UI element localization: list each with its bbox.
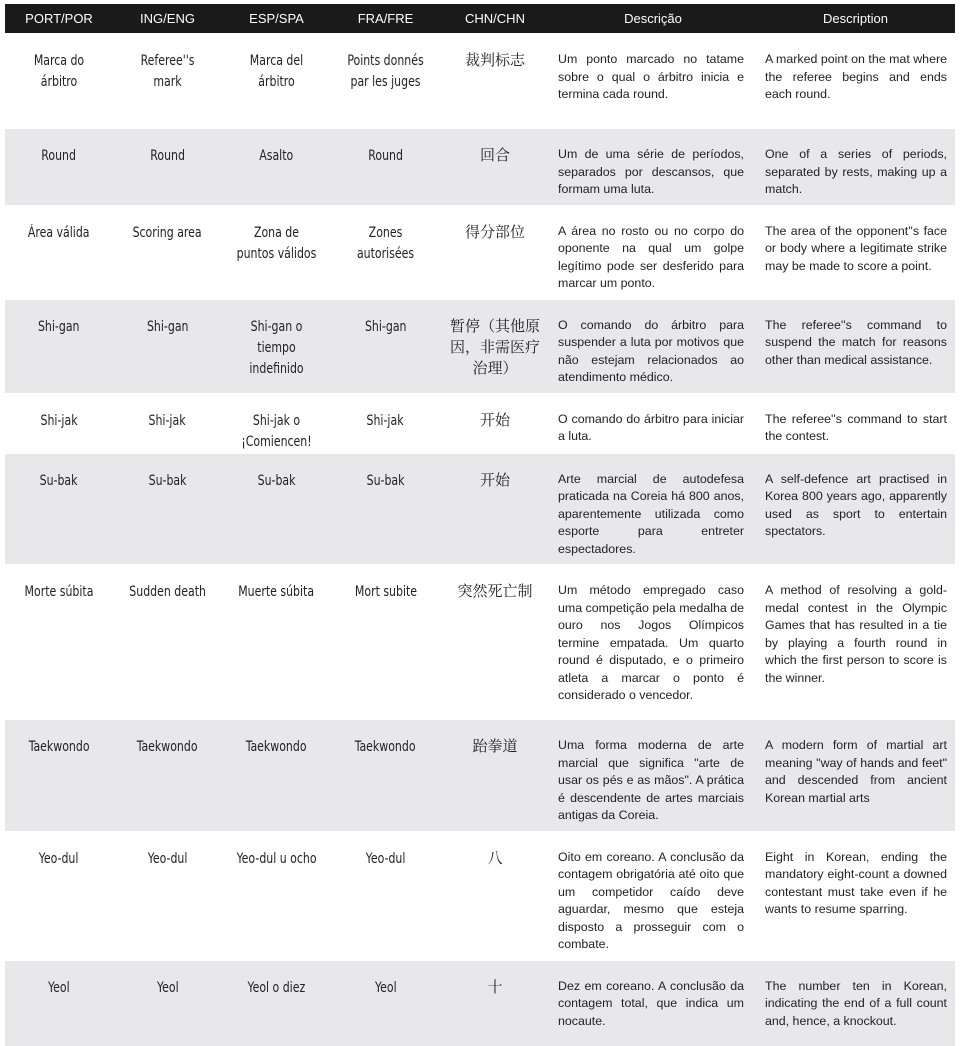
header-eng: ING/ENG: [113, 4, 222, 34]
cell-por: Su-bak: [5, 453, 113, 565]
cell-desc-eng: A modern form of martial art meaning "way of hands and feet" and descended from ancient Korean martial arts: [756, 720, 955, 832]
cell-desc-eng: The number ten in Korean, indicating the end of a full count and, hence, a knockout.: [756, 960, 955, 1046]
cell-eng: Yeo-dul: [113, 831, 222, 960]
table-row: [5, 565, 955, 720]
cell-desc-eng: A self-defence art practised in Korea 800 years ago, apparently used as sport to entertain spectators.: [756, 453, 955, 565]
cell-desc-por: Arte marcial de autodefesa praticada na Coreia há 800 anos, aparentemente utilizada como esporte para entreter espectadores.: [550, 453, 756, 565]
cell-eng: Shi-gan: [113, 299, 222, 393]
glossary-table: [5, 4, 955, 1046]
cell-fre: Yeo-dul: [331, 831, 440, 960]
cell-desc-por: Uma forma moderna de arte marcial que significa "arte de usar os pés e as mãos". A prática é descendente de artes marciais antigas da Coreia.: [550, 720, 756, 832]
cell-chn: 得分部位: [440, 205, 550, 299]
cell-eng: Round: [113, 129, 222, 206]
cell-desc-eng: The referee''s command to suspend the match for reasons other than medical assistance.: [756, 299, 955, 393]
cell-desc-eng: A marked point on the mat where the referee begins and ends each round.: [756, 34, 955, 129]
cell-desc-por: O comando do árbitro para iniciar a luta.: [550, 393, 756, 453]
cell-chn: 暂停（其他原因，非需医疗治理）: [440, 299, 550, 393]
cell-por: Yeol: [5, 960, 113, 1046]
cell-desc-por: O comando do árbitro para suspender a luta por motivos que não estejam relacionados ao atendimento médico.: [550, 299, 756, 393]
header-chn: CHN/CHN: [440, 4, 550, 34]
cell-fre: Points donnés par les juges: [331, 34, 440, 129]
cell-desc-eng: A method of resolving a gold-medal contest in the Olympic Games that has resulted in a tie by playing a fourth round in which the first person to score is the winner.: [756, 565, 955, 720]
table-row: [5, 393, 955, 453]
cell-fre: Su-bak: [331, 453, 440, 565]
cell-desc-por: Dez em coreano. A conclusão da contagem total, que indica um nocaute.: [550, 960, 756, 1046]
cell-fre: Mort subite: [331, 565, 440, 720]
cell-eng: Su-bak: [113, 453, 222, 565]
cell-desc-eng: One of a series of periods, separated by rests, making up a match.: [756, 129, 955, 206]
cell-desc-eng: Eight in Korean, ending the mandatory eight-count a downed contestant must take even if he wants to resume sparring.: [756, 831, 955, 960]
header-fre: FRA/FRE: [331, 4, 440, 34]
cell-por: Round: [5, 129, 113, 206]
cell-desc-por: Um ponto marcado no tatame sobre o qual o árbitro inicia e termina cada round.: [550, 34, 756, 129]
header-desc-eng: Description: [756, 4, 955, 34]
cell-por: Shi-jak: [5, 393, 113, 453]
cell-spa: Shi-jak o ¡Comiencen!: [222, 393, 331, 453]
cell-desc-por: Um de uma série de períodos, separados por descansos, que formam uma luta.: [550, 129, 756, 206]
cell-por: Área válida: [5, 205, 113, 299]
table-row: [5, 453, 955, 565]
cell-spa: Marca del árbitro: [222, 34, 331, 129]
header-por: PORT/POR: [5, 4, 113, 34]
cell-chn: 开始: [440, 453, 550, 565]
cell-desc-eng: The referee''s command to start the contest.: [756, 393, 955, 453]
header-row: [5, 4, 955, 34]
cell-por: Morte súbita: [5, 565, 113, 720]
table-row: [5, 205, 955, 299]
cell-chn: 跆拳道: [440, 720, 550, 832]
cell-fre: Zones autorisées: [331, 205, 440, 299]
table-row: [5, 129, 955, 206]
cell-fre: Yeol: [331, 960, 440, 1046]
cell-desc-eng: The area of the opponent''s face or body where a legitimate strike may be made to score a point.: [756, 205, 955, 299]
cell-spa: Su-bak: [222, 453, 331, 565]
cell-fre: Round: [331, 129, 440, 206]
cell-fre: Shi-jak: [331, 393, 440, 453]
table-row: [5, 720, 955, 832]
cell-chn: 突然死亡制: [440, 565, 550, 720]
cell-chn: 开始: [440, 393, 550, 453]
cell-desc-por: Oito em coreano. A conclusão da contagem obrigatória até oito que um competidor caído deve aguardar, mesmo que esteja disposto a prosseguir com o combate.: [550, 831, 756, 960]
cell-desc-por: Um método empregado caso uma competição pela medalha de ouro nos Jogos Olímpicos termine empatada. Um quarto round é disputado, e o primeiro atleta a marcar o ponto é considerado o vencedor.: [550, 565, 756, 720]
cell-por: Yeo-dul: [5, 831, 113, 960]
cell-spa: Zona de puntos válidos: [222, 205, 331, 299]
header-spa: ESP/SPA: [222, 4, 331, 34]
cell-desc-por: A área no rosto ou no corpo do oponente na qual um golpe legítimo pode ser desferido para marcar um ponto.: [550, 205, 756, 299]
cell-spa: Taekwondo: [222, 720, 331, 832]
cell-eng: Yeol: [113, 960, 222, 1046]
cell-eng: Shi-jak: [113, 393, 222, 453]
cell-chn: 回合: [440, 129, 550, 206]
cell-spa: Yeol o diez: [222, 960, 331, 1046]
cell-por: Marca do árbitro: [5, 34, 113, 129]
cell-eng: Sudden death: [113, 565, 222, 720]
cell-eng: Taekwondo: [113, 720, 222, 832]
cell-por: Shi-gan: [5, 299, 113, 393]
cell-fre: Shi-gan: [331, 299, 440, 393]
cell-por: Taekwondo: [5, 720, 113, 832]
cell-eng: Referee''s mark: [113, 34, 222, 129]
cell-spa: Asalto: [222, 129, 331, 206]
table-row: [5, 960, 955, 1046]
cell-chn: 十: [440, 960, 550, 1046]
cell-eng: Scoring area: [113, 205, 222, 299]
table-row: [5, 831, 955, 960]
glossary-sheet: [5, 4, 955, 1046]
cell-fre: Taekwondo: [331, 720, 440, 832]
cell-chn: 八: [440, 831, 550, 960]
cell-spa: Muerte súbita: [222, 565, 331, 720]
cell-spa: Shi-gan o tiempo indefinido: [222, 299, 331, 393]
table-row: [5, 299, 955, 393]
header-desc-por: Descrição: [550, 4, 756, 34]
cell-spa: Yeo-dul u ocho: [222, 831, 331, 960]
cell-chn: 裁判标志: [440, 34, 550, 129]
table-row: [5, 34, 955, 129]
